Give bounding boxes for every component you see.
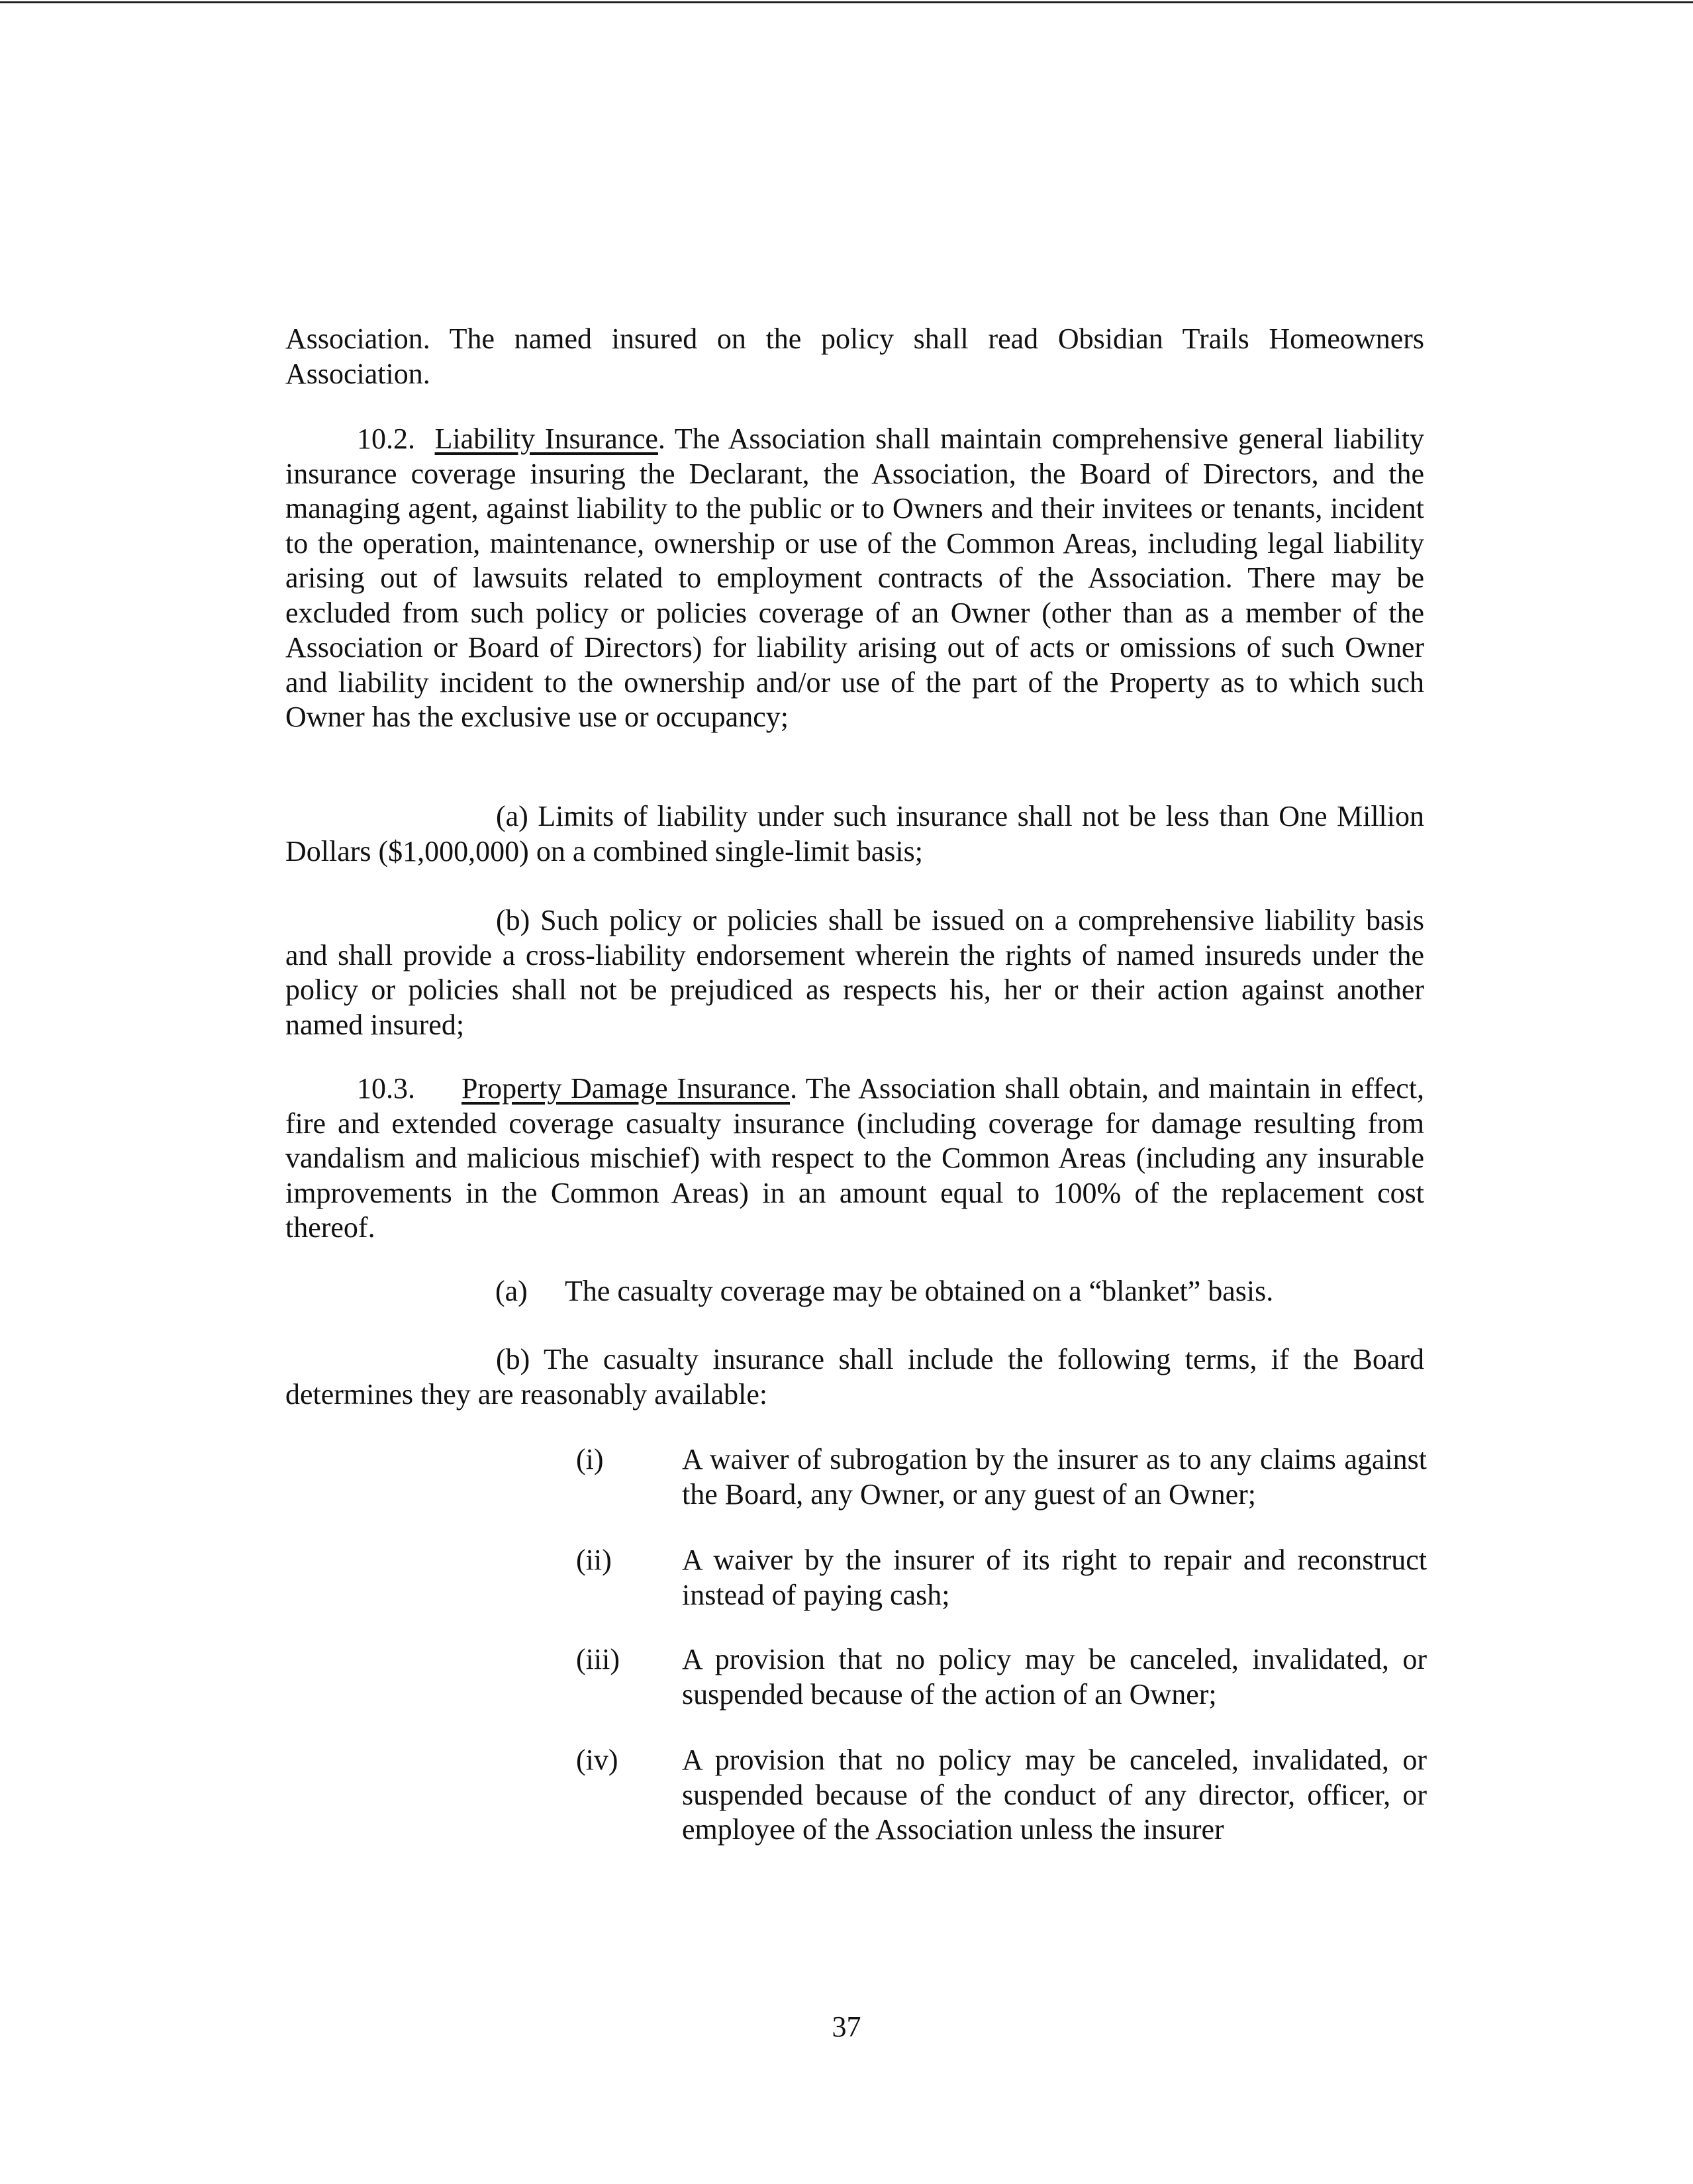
section-10-2-heading: Liability Insurance	[434, 422, 658, 455]
section-10-3-body: . The Association shall obtain, and maintain in effect, fire and extended coverage casualty insurance (including coverage for damage resulting from vandalism and malicious mischief) with respect to the Common Areas (including any insurable improvements in the Common Areas) in an amount equal to 100% of the replacement cost thereof.	[285, 1072, 1424, 1244]
section-10-3-a-paragraph	[495, 1274, 1422, 1309]
section-10-2-b-paragraph	[285, 903, 1424, 1042]
section-10-2-body: . The Association shall maintain comprehensive general liability insurance coverage insuring the Declarant, the Association, the Board of Directors, and the managing agent, against liability to the public or to Owners and their invitees or tenants, incident to the operation, maintenance, ownership or use of the Common Areas, including legal liability arising out of lawsuits related to employment contracts of the Association. There may be excluded from such policy or policies coverage of an Owner (other than as a member of the Association or Board of Directors) for liability arising out of acts or omissions of such Owner and liability incident to the ownership and/or use of the part of the Property as to which such Owner has the exclusive use or occupancy;	[285, 422, 1425, 733]
list-item-text: A waiver of subrogation by the insurer as to any claims against the Board, any Owner, or any guest of an Owner;	[682, 1443, 1427, 1511]
section-10-3-paragraph	[285, 1071, 1424, 1246]
section-10-2-number: 10.2.	[357, 422, 415, 455]
list-item-label: (ii)	[576, 1544, 612, 1576]
list-item-text: A provision that no policy may be canceled, invalidated, or suspended because of the action of an Owner;	[682, 1643, 1427, 1711]
section-10-3-b-paragraph	[285, 1342, 1424, 1412]
list-item-text: A provision that no policy may be canceled, invalidated, or suspended because of the conduct of any director, officer, or employee of the Association unless the insurer	[682, 1744, 1427, 1846]
section-10-3-b-text: (b) The casualty insurance shall include the following terms, if the Board determines they are reasonably available:	[285, 1343, 1424, 1411]
section-10-2-b-text: (b) Such policy or policies shall be issued on a comprehensive liability basis and shall provide a cross-liability endorsement wherein the rights of named insureds under the policy or policies shall not be prejudiced as respects his, her or their action against another named insured;	[285, 904, 1424, 1041]
intro-paragraph: Association. The named insured on the policy shall read Obsidian Trails Homeowners Association.	[285, 323, 1424, 390]
list-item-label: (iii)	[576, 1643, 620, 1675]
section-10-2-a-text: (a) Limits of liability under such insurance shall not be less than One Million Dollars ($1,000,000) on a combined single-limit basis;	[285, 800, 1424, 868]
section-10-3-a-label: (a)	[495, 1275, 528, 1307]
list-item-label: (i)	[576, 1443, 604, 1475]
section-10-3-a-text: The casualty coverage may be obtained on a “blanket” basis.	[565, 1275, 1274, 1307]
page-number: 37	[832, 2010, 861, 2043]
section-10-3-number: 10.3.	[357, 1072, 415, 1105]
list-item-text: A waiver by the insurer of its right to repair and reconstruct instead of paying cash;	[682, 1544, 1427, 1611]
top-border-line	[0, 1, 1693, 3]
section-10-3-heading: Property Damage Insurance	[461, 1072, 791, 1105]
list-item-label: (iv)	[576, 1744, 618, 1776]
section-10-2-paragraph	[285, 422, 1424, 735]
section-10-2-a-paragraph	[285, 799, 1424, 869]
